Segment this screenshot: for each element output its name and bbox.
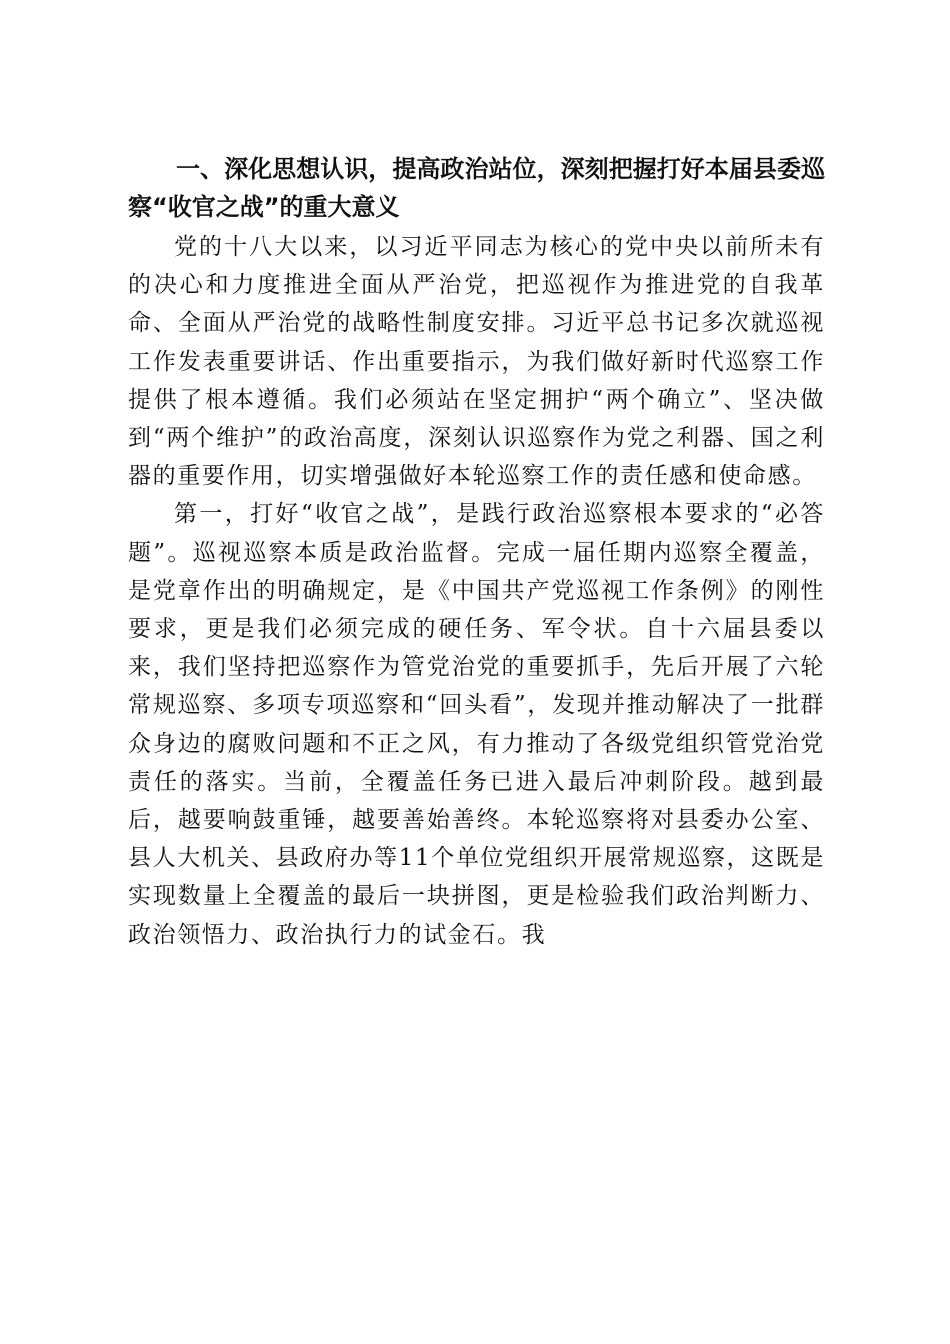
section-heading: 一、深化思想认识，提高政治站位，深刻把握打好本届县委巡察“收官之战”的重大意义 — [128, 155, 825, 221]
document-body — [128, 150, 825, 954]
paragraph-intro: 党的十八大以来，以习近平同志为核心的党中央以前所未有的决心和力度推进全面从严治党，把巡视作为推进党的自我革命、全面从严治党的战略性制度安排。习近平总书记多次就巡视工作发表重要讲话、作出重要指示，为我们做好新时代巡察工作提供了根本遵循。我们必须站在坚定拥护“两个确立”、坚决做到“两个维护”的政治高度，深刻认识巡察作为党之利器、国之利器的重要作用，切实增强做好本轮巡察工作的责任感和使命感。 — [128, 234, 825, 490]
paragraph-first-point: 第一，打好“收官之战”，是践行政治巡察根本要求的“必答题”。巡视巡察本质是政治监督。完成一届任期内巡察全覆盖，是党章作出的明确规定，是《中国共产党巡视工作条例》的刚性要求，更是我们必须完成的硬任务、军令状。自十六届县委以来，我们坚持把巡察作为管党治党的重要抓手，先后开展了六轮常规巡察、多项专项巡察和“回头看”，发现并推动解决了一批群众身边的腐败问题和不正之风，有力推动了各级党组织管党治党责任的落实。当前，全覆盖任务已进入最后冲刺阶段。越到最后，越要响鼓重锤，越要善始善终。本轮巡察将对县委办公室、县人大机关、县政府办等11个单位党组织开展常规巡察，这既是实现数量上全覆盖的最后一块拼图，更是检验我们政治判断力、政治领悟力、政治执行力的试金石。我 — [128, 501, 825, 948]
